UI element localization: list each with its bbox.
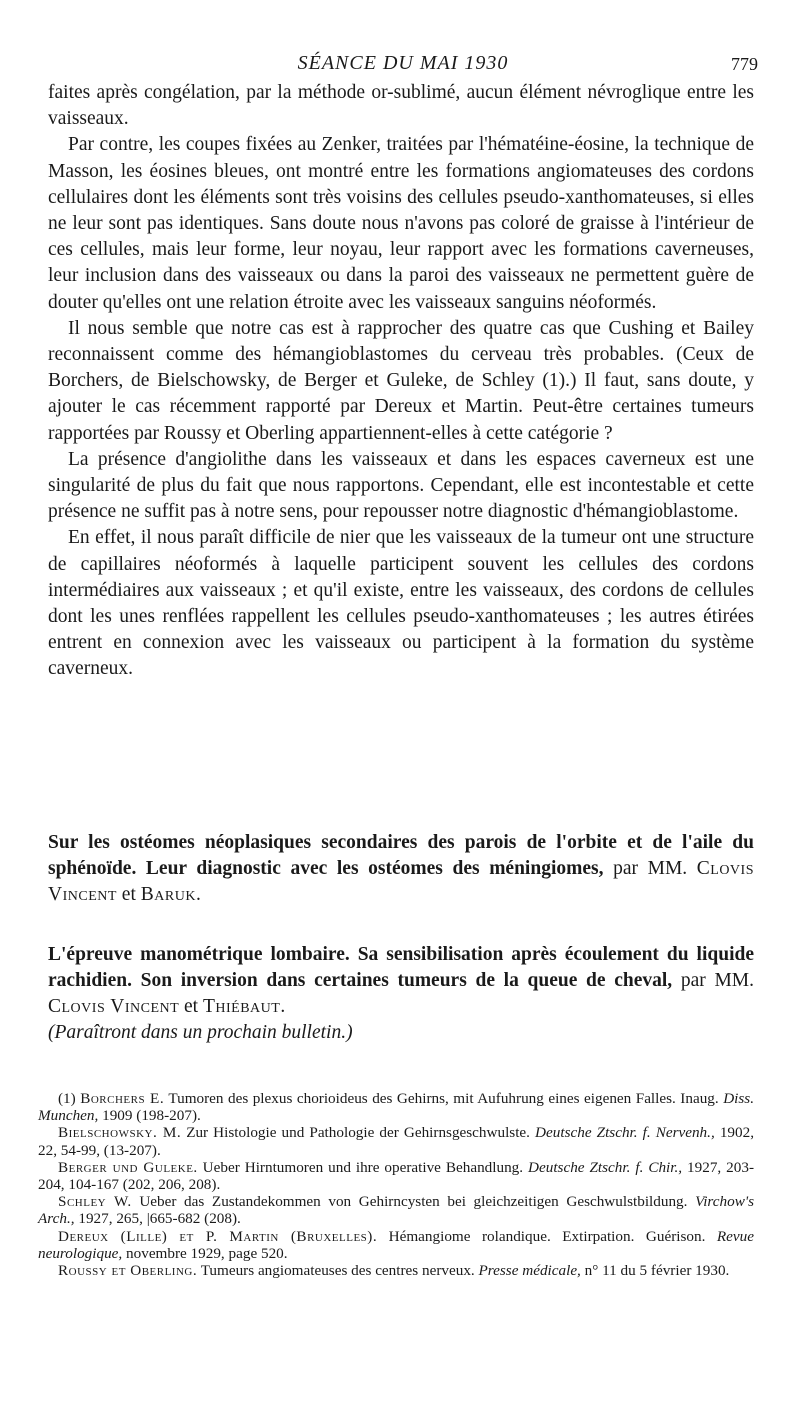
footnote-3	[38, 1159, 754, 1193]
footnote-ref: 1909 (198-207).	[98, 1107, 201, 1125]
section-1-author-1: Clovis Vincent	[48, 858, 754, 905]
paragraph-4: La présence d'angiolithe dans les vaisseaux et dans les espaces caverneux est une singularité de plus du fait que nous rapportons. Cependant, elle est incontestable et cette présence ne suffit pas à notre sens, pour repousser notre diagnostic d'hémangioblastome.	[48, 448, 754, 523]
section-1-by: par MM.	[603, 858, 697, 879]
body-text	[48, 80, 754, 683]
paragraph-1: faites après congélation, par la méthode or-sublimé, aucun élément névroglique entre les vaisseaux.	[48, 82, 754, 130]
header-title: SÉANCE DU MAI 1930	[297, 52, 509, 74]
section-2-and: et	[179, 996, 203, 1017]
footnote-ref: 1902, 22, 54-99, (13-207).	[38, 1124, 754, 1159]
footnote-4	[38, 1193, 754, 1227]
footnote-ref: n° 11 du 5 février 1930.	[580, 1262, 730, 1280]
footnote-author: Dereux (Lille) et P. Martin (Bruxelles).	[58, 1227, 378, 1245]
section-1-and: et	[116, 884, 141, 905]
footnote-author: Bielschowsky. M.	[58, 1124, 182, 1142]
section-2-note: (Paraîtront dans un prochain bulletin.)	[48, 1022, 353, 1043]
footnote-marker: (1)	[58, 1090, 81, 1107]
footnote-2	[38, 1124, 754, 1158]
section-1-end: .	[195, 884, 201, 905]
footnote-author: Schley W.	[58, 1193, 132, 1211]
section-2-author-1: Clovis Vincent	[48, 996, 180, 1017]
footnote-author: Roussy et Oberling.	[58, 1262, 198, 1280]
footnote-author: Borchers E.	[80, 1090, 165, 1107]
footnote-author: Berger und Guleke.	[58, 1158, 198, 1176]
footnote-journal: Deutsche Ztschr. f. Nervenh.,	[535, 1124, 715, 1142]
paragraph-2: Par contre, les coupes fixées au Zenker, traitées par l'hématéine-éosine, la technique de Masson, les éosines bleues, ont montré entre les formations angiomateuses des cordons cellulaires dont les éléments sont très voisins des cellules pseudo-xanthomateuses, si elles ne leur sont pas identiques. Sans doute nous n'avons pas coloré de graisse à l'intérieur de ces cellules, mais leur forme, leur noyau, leur rapport avec les formations caverneuses, leur inclusion dans des vaisseaux ou dans la paroi des vaisseaux ne permettent guère de douter qu'elles ont une relation étroite avec les vaisseaux sanguins néoformés.	[48, 134, 754, 313]
running-header	[48, 52, 758, 82]
footnote-1	[38, 1090, 754, 1124]
footnotes	[38, 1090, 754, 1279]
paragraph-3: Il nous semble que notre cas est à rapprocher des quatre cas que Cushing et Bailey reconnaissent comme des hémangioblastomes du cerveau très probables. (Ceux de Borchers, de Bielschowsky, de Berger et Guleke, de Schley (1).) Il faut, sans doute, y ajouter le cas récemment rapporté par Dereux et Martin. Peut-être certaines tumeurs rapportées par Roussy et Oberling appartiennent-elles à cette catégorie ?	[48, 317, 754, 444]
footnote-text: Ueber Hirntumoren und ihre operative Behandlung.	[197, 1158, 529, 1176]
page-number: 779	[731, 54, 758, 74]
section-2-author-2: Thiébaut	[202, 996, 281, 1017]
section-1-title: Sur les ostéomes néoplasiques secondaires des parois de l'orbite et de l'aile du sphénoïde. Leur diagnostic avec les ostéomes des méningiomes,	[48, 832, 754, 879]
footnote-journal: Virchow's Arch.,	[38, 1193, 754, 1228]
footnote-ref: 1927, 265, |665-682 (208).	[74, 1210, 241, 1228]
footnote-journal: Deutsche Ztschr. f. Chir.,	[528, 1158, 683, 1176]
paragraph-5: En effet, il nous paraît difficile de nier que les vaisseaux de la tumeur ont une structure de capillaires néoformés à laquelle participent souvent les cellules des cordons intermédiaires aux vaisseaux ; et qu'il existe, entre les vaisseaux, des cordons de cellules dont les unes renflées rappellent les cellules pseudo-xanthomateuses ; les autres étirées entrent en connexion avec les vaisseaux ou participent à la formation du système caverneux.	[48, 527, 754, 680]
footnote-journal: Diss. Munchen,	[38, 1090, 754, 1125]
footnote-ref: novembre 1929, page 520.	[122, 1244, 288, 1262]
footnote-text: Hémangiome rolandique. Extirpation. Guérison.	[377, 1227, 717, 1245]
section-2-title: L'épreuve manométrique lombaire. Sa sensibilisation après écoulement du liquide rachidien. Son inversion dans certaines tumeurs de la queue de cheval,	[48, 944, 754, 991]
footnote-text: Ueber das Zustandekommen von Gehirncysten bei gleichzeitigen Geschwulstbildung.	[131, 1193, 696, 1211]
footnote-ref: 1927, 203-204, 104-167 (202, 206, 208).	[38, 1158, 755, 1194]
footnote-text: Zur Histologie und Pathologie der Gehirnsgeschwulste.	[181, 1124, 536, 1142]
section-1-author-2: Baruk	[140, 884, 196, 905]
footnote-text: Tumoren des plexus chorioideus des Gehirns, mit Aufuhrung eines eigenen Falles. Inaug.	[164, 1090, 724, 1107]
footnote-journal: Presse médicale,	[478, 1262, 581, 1280]
section-osteomes	[48, 830, 754, 908]
footnote-5	[38, 1228, 754, 1262]
footnote-journal: Revue neurologique,	[38, 1227, 754, 1262]
footnote-6	[38, 1262, 754, 1279]
section-2-end: .	[280, 996, 286, 1017]
section-epreuve	[48, 942, 754, 1046]
footnote-text: Tumeurs angiomateuses des centres nerveux.	[197, 1262, 479, 1280]
section-2-by: par MM.	[672, 970, 755, 991]
